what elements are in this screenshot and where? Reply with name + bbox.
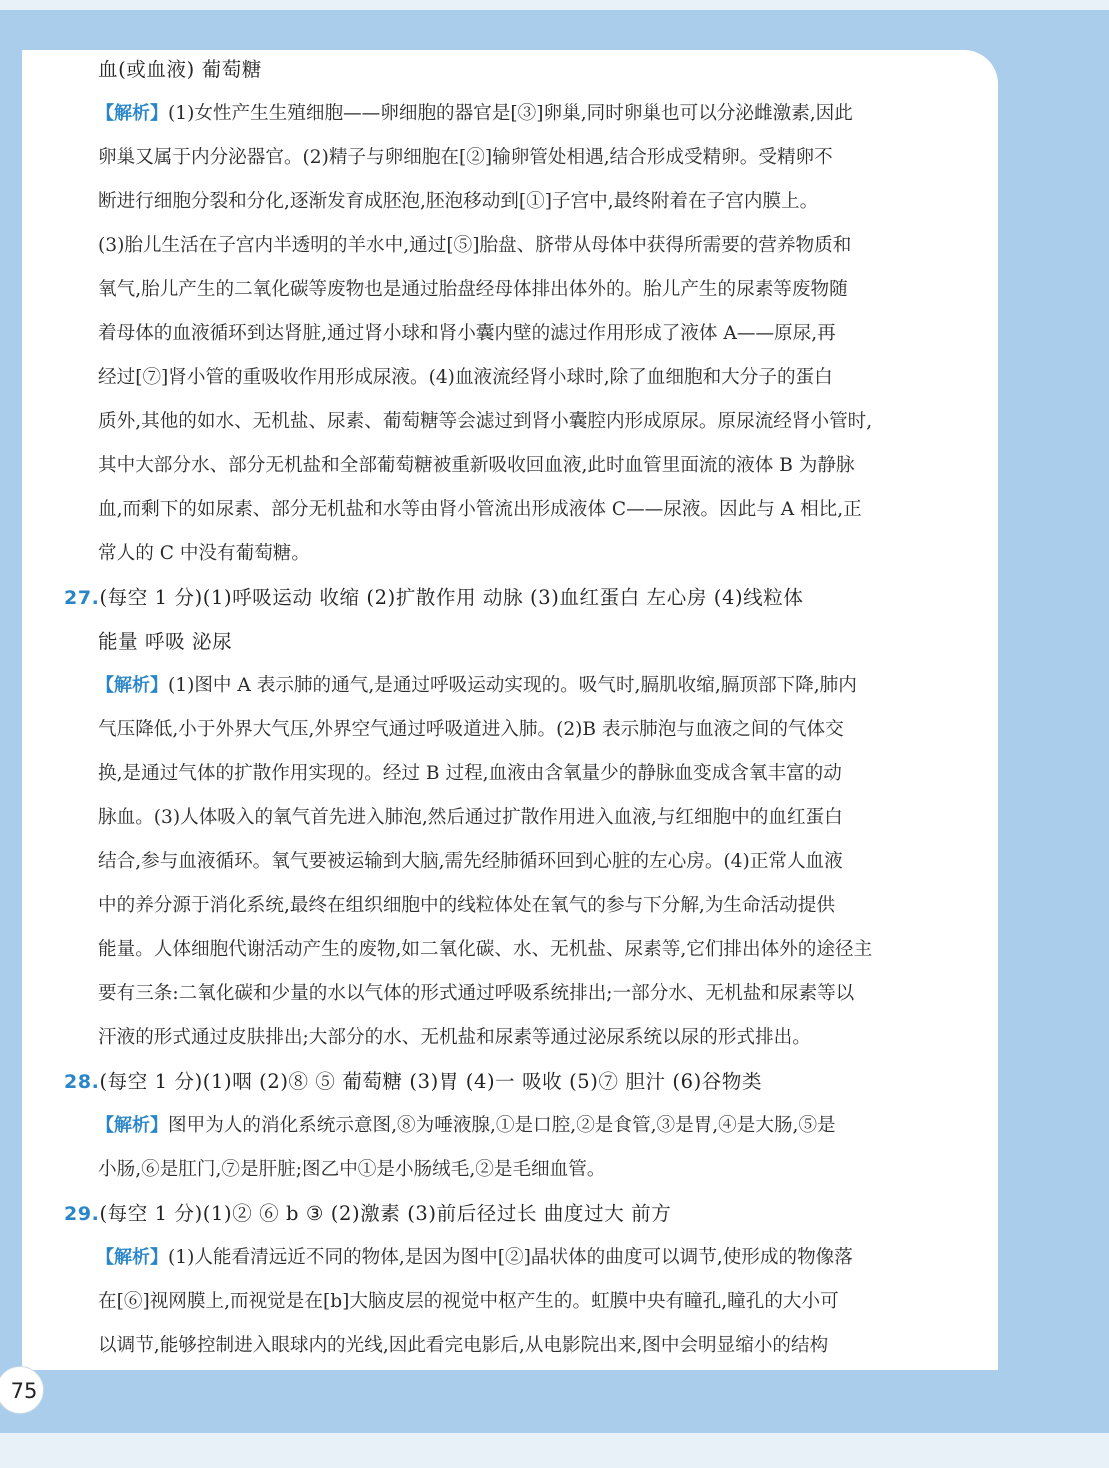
question-29-answer: 29.(每空 1 分)(1)② ⑥ b ③ (2)激素 (3)前后径过长 曲度过大 前方 bbox=[64, 1202, 672, 1225]
analysis-line: 【解析】(1)人能看清远近不同的物体,是因为图中[②]晶状体的曲度可以调节,使形成的物像落 bbox=[96, 1247, 853, 1268]
text-line: 血(或血液) 葡萄糖 bbox=[98, 58, 262, 81]
analysis-tag: 【解析】 bbox=[96, 1247, 168, 1268]
text-line: 能量。人体细胞代谢活动产生的废物,如二氧化碳、水、无机盐、尿素等,它们排出体外的途径主 bbox=[98, 939, 873, 960]
question-number: 29. bbox=[64, 1203, 100, 1225]
text-line: 结合,参与血液循环。氧气要被运输到大脑,需先经肺循环回到心脏的左心房。(4)正常人血液 bbox=[98, 851, 843, 872]
text-line: 脉血。(3)人体吸入的氧气首先进入肺泡,然后通过扩散作用进入血液,与红细胞中的血红蛋白 bbox=[98, 807, 843, 828]
text-line: 氧气,胎儿产生的二氧化碳等废物也是通过胎盘经母体排出体外的。胎儿产生的尿素等废物随 bbox=[98, 279, 848, 300]
text-line: 气压降低,小于外界大气压,外界空气通过呼吸道进入肺。(2)B 表示肺泡与血液之间的气体交 bbox=[98, 719, 844, 740]
text-line: 其中大部分水、部分无机盐和全部葡萄糖被重新吸收回血液,此时血管里面流的液体 B 为静脉 bbox=[98, 455, 855, 476]
text-line: 以调节,能够控制进入眼球内的光线,因此看完电影后,从电影院出来,图中会明显缩小的结构 bbox=[98, 1335, 829, 1356]
text-line: 血,而剩下的如尿素、部分无机盐和水等由肾小管流出形成液体 C——尿液。因此与 A 相比,正 bbox=[98, 499, 862, 520]
text-line: 经过[⑦]肾小管的重吸收作用形成尿液。(4)血液流经肾小球时,除了血细胞和大分子的蛋白 bbox=[98, 367, 833, 388]
text-line: 卵巢又属于内分泌器官。(2)精子与卵细胞在[②]输卵管处相遇,结合形成受精卵。受精卵不 bbox=[98, 147, 833, 168]
question-27-answer: 27.(每空 1 分)(1)呼吸运动 收缩 (2)扩散作用 动脉 (3)血红蛋白 左心房 (4)线粒体 bbox=[64, 586, 804, 609]
page-bottom-margin bbox=[0, 1433, 1109, 1468]
text-line: (3)胎儿生活在子宫内半透明的羊水中,通过[⑤]胎盘、脐带从母体中获得所需要的营养物质和 bbox=[98, 235, 852, 256]
question-28-answer: 28.(每空 1 分)(1)咽 (2)⑧ ⑤ 葡萄糖 (3)胃 (4)一 吸收 (5)⑦ 胆汁 (6)谷物类 bbox=[64, 1070, 763, 1093]
question-number: 28. bbox=[64, 1071, 100, 1093]
analysis-tag: 【解析】 bbox=[96, 1115, 168, 1136]
text-line: 中的养分源于消化系统,最终在组织细胞中的线粒体处在氧气的参与下分解,为生命活动提供 bbox=[98, 895, 835, 916]
page-number-badge: 75 bbox=[0, 1366, 44, 1414]
question-number: 27. bbox=[64, 587, 100, 609]
text-line: 换,是通过气体的扩散作用实现的。经过 B 过程,血液由含氧量少的静脉血变成含氧丰富的动 bbox=[98, 763, 842, 784]
text-line: 汗液的形式通过皮肤排出;大部分的水、无机盐和尿素等通过泌尿系统以尿的形式排出。 bbox=[98, 1027, 811, 1048]
text-line: 能量 呼吸 泌尿 bbox=[98, 630, 233, 653]
text-line: 质外,其他的如水、无机盐、尿素、葡萄糖等会滤过到肾小囊腔内形成原尿。原尿流经肾小管时, bbox=[98, 411, 873, 432]
page-top-margin bbox=[0, 0, 1109, 10]
analysis-tag: 【解析】 bbox=[96, 103, 168, 124]
analysis-tag: 【解析】 bbox=[96, 675, 168, 696]
analysis-line: 【解析】(1)女性产生生殖细胞——卵细胞的器官是[③]卵巢,同时卵巢也可以分泌雌激素,因此 bbox=[96, 103, 853, 124]
analysis-line: 【解析】图甲为人的消化系统示意图,⑧为唾液腺,①是口腔,②是食管,③是胃,④是大肠,⑤是 bbox=[96, 1115, 836, 1136]
text-line: 常人的 C 中没有葡萄糖。 bbox=[98, 543, 310, 564]
text-line: 小肠,⑥是肛门,⑦是肝脏;图乙中①是小肠绒毛,②是毛细血管。 bbox=[98, 1159, 606, 1180]
text-line: 着母体的血液循环到达肾脏,通过肾小球和肾小囊内壁的滤过作用形成了液体 A——原尿,再 bbox=[98, 323, 836, 344]
text-line: 要有三条:二氧化碳和少量的水以气体的形式通过呼吸系统排出;一部分水、无机盐和尿素等以 bbox=[98, 983, 855, 1004]
analysis-line: 【解析】(1)图中 A 表示肺的通气,是通过呼吸运动实现的。吸气时,膈肌收缩,膈顶部下降,肺内 bbox=[96, 675, 857, 696]
text-line: 断进行细胞分裂和分化,逐渐发育成胚泡,胚泡移动到[①]子宫中,最终附着在子宫内膜上。 bbox=[98, 191, 819, 212]
text-line: 在[⑥]视网膜上,而视觉是在[b]大脑皮层的视觉中枢产生的。虹膜中央有瞳孔,瞳孔的大小可 bbox=[98, 1291, 839, 1312]
